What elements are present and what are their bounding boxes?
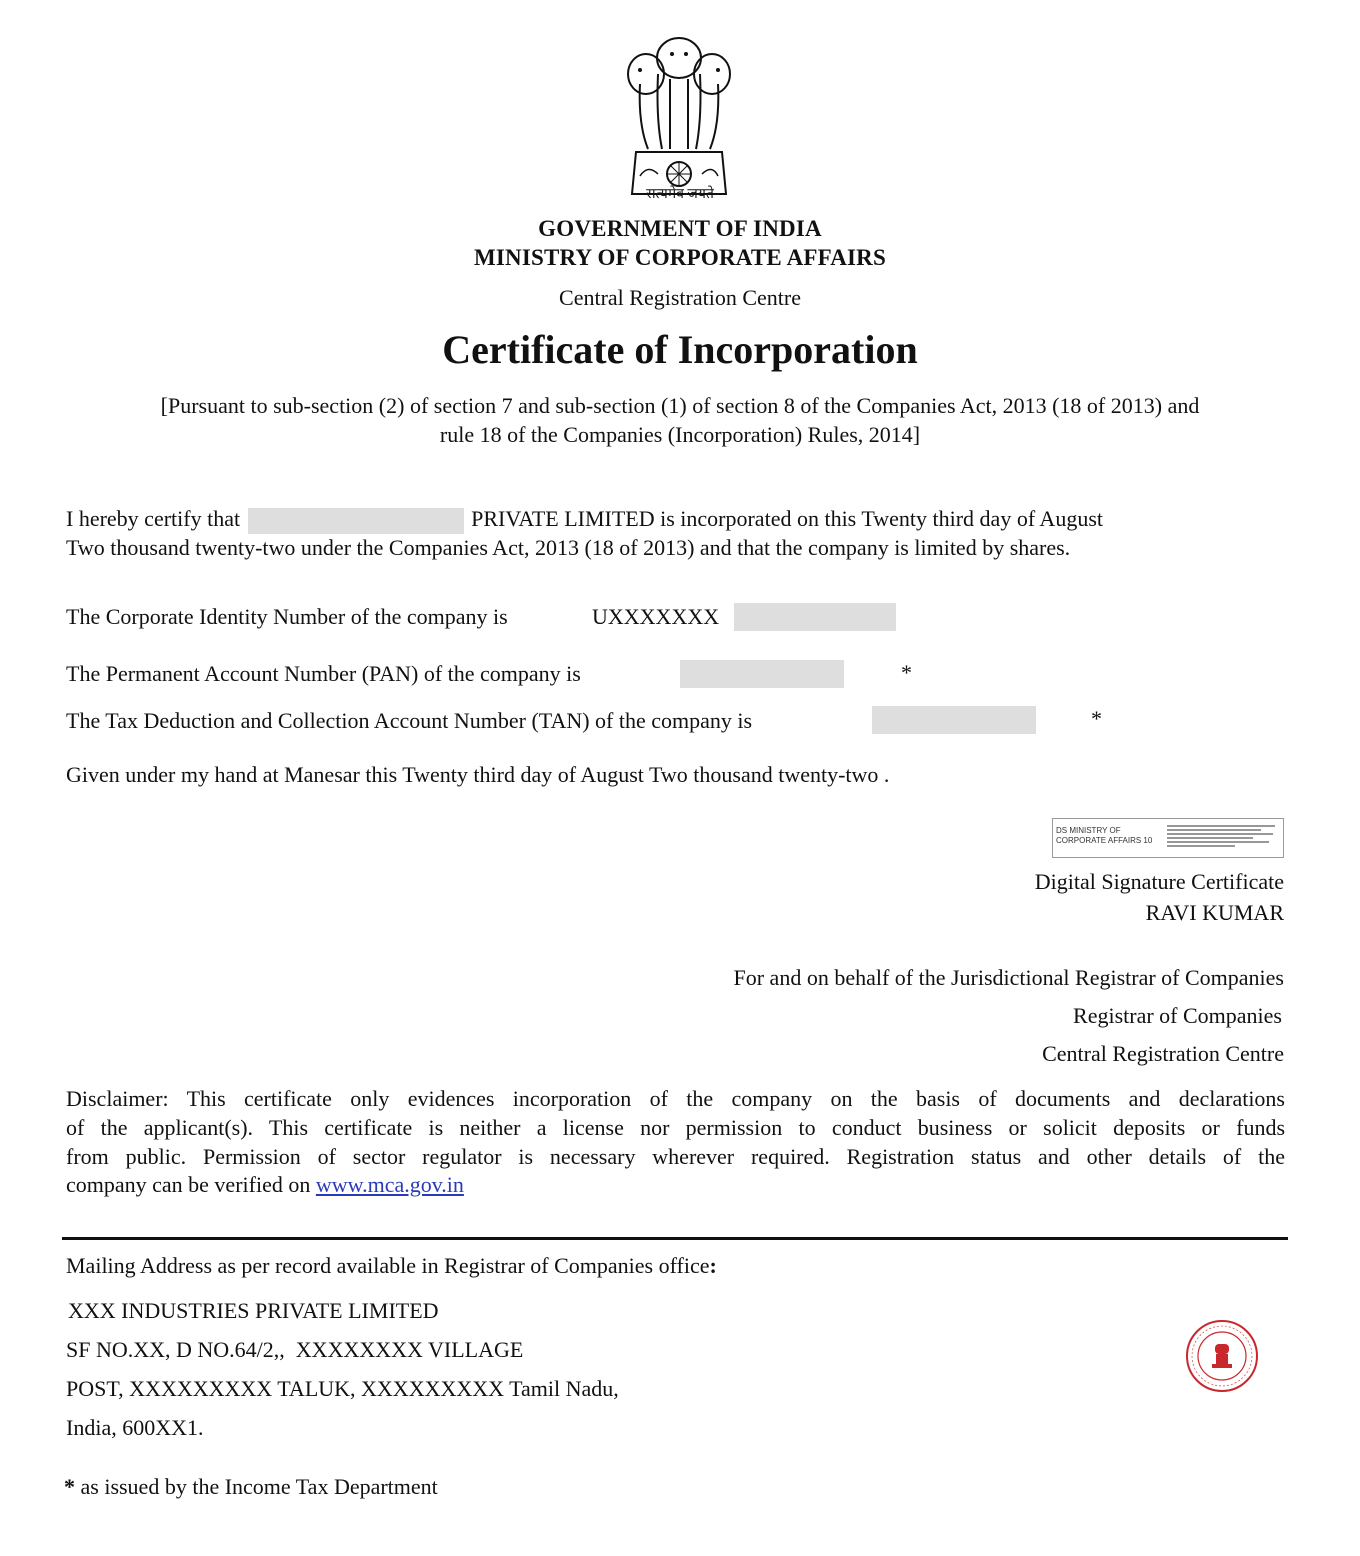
mailing-label: Mailing Address as per record available in Registrar of Companies office bbox=[66, 1253, 710, 1278]
footnote-text: as issued by the Income Tax Department bbox=[80, 1474, 438, 1499]
address-line-1: XXX INDUSTRIES PRIVATE LIMITED bbox=[68, 1298, 439, 1323]
disclaimer-line-2: of the applicant(s). This certificate is neither a license nor permission to conduct business or solicit deposits or funds bbox=[66, 1115, 1285, 1140]
certify-line-2: Two thousand twenty-two under the Companies Act, 2013 (18 of 2013) and that the company is limited by shares. bbox=[66, 535, 1071, 560]
pursuant-line-2: rule 18 of the Companies (Incorporation) Rules, 2014] bbox=[439, 422, 921, 447]
disclaimer-line-4 bbox=[66, 1172, 464, 1198]
header-government: GOVERNMENT OF INDIA bbox=[538, 216, 822, 241]
company-name-redaction bbox=[248, 508, 464, 534]
tan-label: The Tax Deduction and Collection Account Number (TAN) of the company is bbox=[66, 708, 753, 733]
registrar-line-3: Central Registration Centre bbox=[1042, 1041, 1284, 1066]
emblem-motto: सत्यमेव जयते bbox=[646, 187, 714, 202]
certify-prefix: I hereby certify that bbox=[66, 506, 241, 531]
section-divider bbox=[62, 1237, 1288, 1240]
cin-label: The Corporate Identity Number of the company is bbox=[66, 604, 508, 629]
signature-stamp-line-1: DS MINISTRY OF bbox=[1056, 826, 1121, 835]
disclaimer-line-3: from public. Permission of sector regulator is necessary wherever required. Registration status and other details of the bbox=[66, 1144, 1285, 1169]
registrar-seal-icon bbox=[1184, 1318, 1260, 1394]
pursuant-line-1: [Pursuant to sub-section (2) of section 7 and sub-section (1) of section 8 of the Companies Act, 2013 (18 of 2013) and bbox=[160, 393, 1200, 418]
given-statement: Given under my hand at Manesar this Twenty third day of August Two thousand twenty-two . bbox=[66, 762, 890, 787]
mca-website-link[interactable]: www.mca.gov.in bbox=[315, 1172, 464, 1197]
digital-signature-stamp bbox=[1052, 818, 1284, 858]
tan-asterisk: * bbox=[1091, 706, 1102, 731]
address-line-2: SF NO.XX, D NO.64/2,, XXXXXXXX VILLAGE bbox=[66, 1337, 524, 1362]
header-ministry: MINISTRY OF CORPORATE AFFAIRS bbox=[474, 245, 886, 270]
signature-detail-icon bbox=[1165, 823, 1279, 851]
tan-redaction bbox=[872, 706, 1036, 734]
disclaimer-verify-text: company can be verified on bbox=[66, 1172, 311, 1197]
address-line-3: POST, XXXXXXXXX TALUK, XXXXXXXXX Tamil Nadu, bbox=[66, 1376, 619, 1401]
signature-stamp-line-2: CORPORATE AFFAIRS 10 bbox=[1056, 836, 1153, 845]
header-centre: Central Registration Centre bbox=[559, 285, 801, 310]
disclaimer-line-1: Disclaimer: This certificate only evidences incorporation of the company on the basis of documents and declarations bbox=[66, 1086, 1285, 1111]
cin-redaction bbox=[734, 603, 896, 631]
mailing-address-heading bbox=[66, 1253, 717, 1279]
pan-asterisk: * bbox=[901, 660, 912, 685]
footnote bbox=[64, 1474, 438, 1500]
footnote-asterisk: * bbox=[64, 1474, 75, 1499]
signature-stamp-label bbox=[1056, 826, 1152, 846]
certify-suffix: PRIVATE LIMITED is incorporated on this Twenty third day of August bbox=[471, 506, 1103, 531]
address-line-4: India, 600XX1. bbox=[66, 1415, 204, 1440]
national-emblem-icon bbox=[618, 24, 740, 200]
signature-type: Digital Signature Certificate bbox=[1034, 869, 1284, 894]
registrar-line-2: Registrar of Companies bbox=[1073, 1003, 1282, 1028]
signatory-name: RAVI KUMAR bbox=[1145, 900, 1284, 925]
pan-label: The Permanent Account Number (PAN) of the company is bbox=[66, 661, 581, 686]
mailing-colon: : bbox=[709, 1253, 717, 1278]
cin-value: UXXXXXXX bbox=[592, 604, 720, 629]
registrar-line-1: For and on behalf of the Jurisdictional Registrar of Companies bbox=[733, 965, 1284, 990]
certify-line-1 bbox=[66, 506, 1103, 534]
page-title: Certificate of Incorporation bbox=[442, 327, 918, 372]
pan-redaction bbox=[680, 660, 844, 688]
